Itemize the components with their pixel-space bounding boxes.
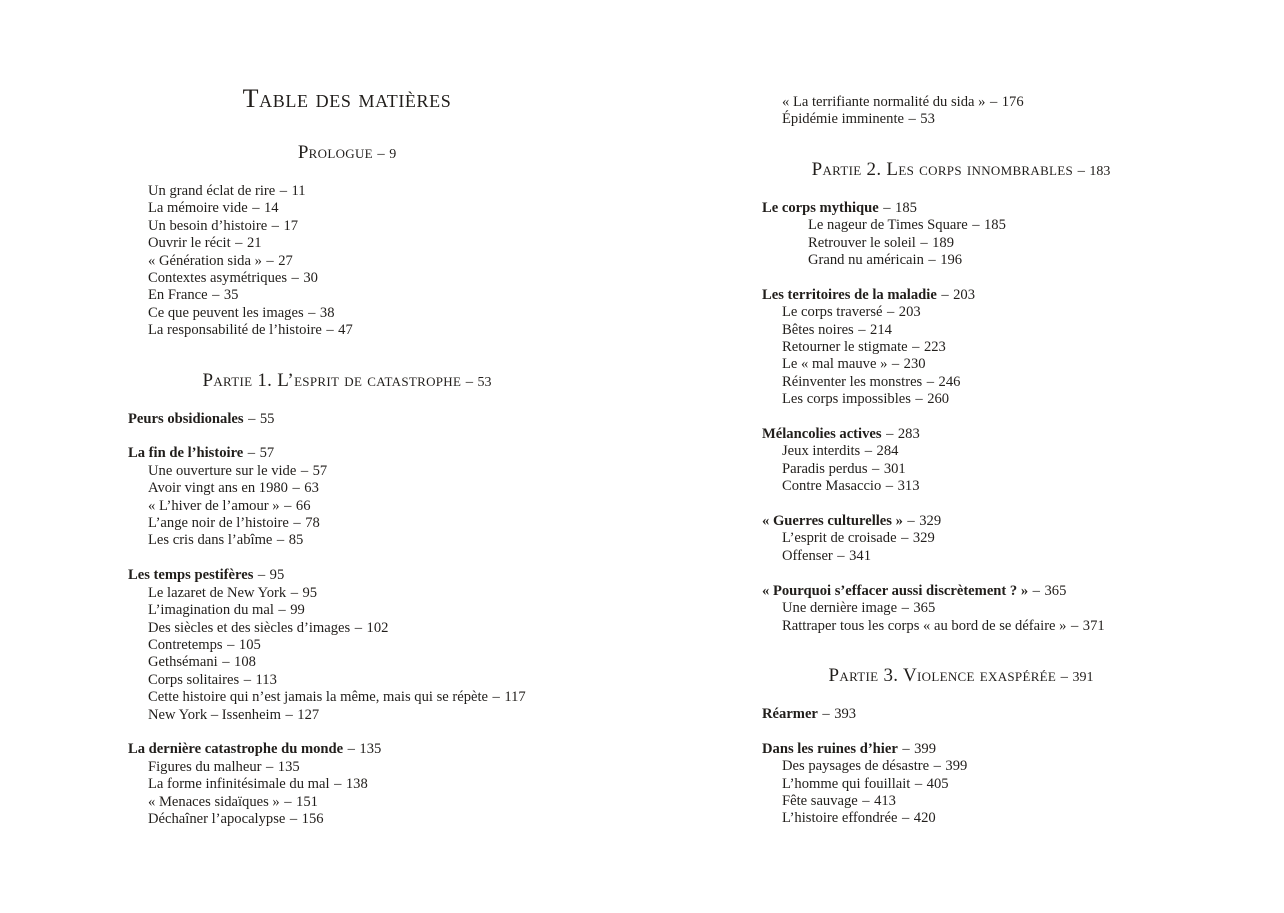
- toc-line-page: 95: [269, 567, 285, 584]
- toc-line-separator: –: [308, 304, 316, 321]
- toc-line-page: 176: [1001, 94, 1024, 110]
- toc-line: [762, 548, 1160, 565]
- toc-line-label: New York – Issenheim: [148, 706, 281, 723]
- toc-line-label: Offenser: [782, 547, 833, 564]
- toc-line-page: 78: [305, 515, 320, 532]
- toc-line-label: Contretemps: [148, 636, 223, 653]
- toc-line: [762, 443, 1160, 460]
- toc-line-page: 66: [295, 497, 311, 514]
- toc-line-separator: –: [347, 741, 355, 758]
- toc-line-separator: –: [291, 270, 299, 287]
- toc-line-label: Rattraper tous les corps « au bord de se défaire »: [782, 617, 1067, 634]
- toc-line-page: 371: [1082, 617, 1105, 634]
- toc-line-separator: –: [285, 706, 293, 723]
- toc-line-label: Corps solitaires: [148, 671, 240, 688]
- toc-line-page: 17: [283, 217, 299, 234]
- toc-line: [128, 445, 566, 462]
- toc-line-separator: –: [862, 792, 870, 809]
- toc-line-page: 185: [895, 199, 917, 216]
- toc-line-page: 341: [849, 547, 871, 564]
- toc-line: [762, 426, 1160, 443]
- toc-line-separator: –: [1060, 668, 1068, 685]
- toc-line: [762, 706, 1160, 723]
- toc-line-page: 365: [913, 600, 936, 617]
- toc-line-label: Le nageur de Times Square: [808, 217, 968, 234]
- toc-line-separator: –: [822, 705, 830, 722]
- toc-line-separator: –: [222, 654, 230, 671]
- toc-line-separator: –: [284, 497, 292, 514]
- toc-line: [128, 480, 566, 497]
- toc-line-separator: –: [252, 200, 260, 217]
- toc-line-label: L’esprit de croisade: [782, 530, 897, 547]
- toc-line-label: Une dernière image: [782, 600, 898, 617]
- toc-line-page: 108: [234, 654, 256, 671]
- toc-line: [762, 776, 1160, 793]
- toc-line-label: Réarmer: [762, 705, 818, 722]
- toc-line-label: Contextes asymétriques: [148, 270, 288, 287]
- toc-line-separator: –: [912, 339, 920, 356]
- toc-line-page: 301: [883, 460, 906, 477]
- toc-line-label: Un grand éclat de rire: [148, 183, 276, 199]
- toc-line-page: 405: [926, 775, 949, 792]
- toc-line-page: 260: [927, 391, 950, 408]
- toc-line-label: En France: [148, 287, 208, 304]
- toc-line-separator: –: [902, 740, 910, 757]
- toc-line-label: Prologue: [297, 142, 373, 163]
- toc-line-page: 329: [912, 530, 935, 547]
- toc-line-page: 47: [338, 322, 353, 339]
- toc-line-page: 135: [277, 758, 300, 775]
- toc-line-label: Fête sauvage: [782, 792, 858, 809]
- toc-line-page: 214: [870, 321, 892, 338]
- toc-line-label: Peurs obsidionales: [128, 410, 244, 427]
- toc-line-separator: –: [243, 671, 252, 688]
- toc-line: [128, 287, 566, 304]
- toc-line-separator: –: [907, 513, 915, 530]
- toc-line: [762, 666, 1160, 688]
- toc-line-label: Retrouver le soleil: [808, 234, 916, 251]
- toc-line-separator: –: [257, 567, 266, 584]
- toc-line-label: « Menaces sidaïques »: [148, 793, 280, 810]
- toc-line-page: 138: [345, 776, 368, 793]
- toc-line-label: Les cris dans l’abîme: [148, 532, 273, 549]
- toc-line-label: Paradis perdus: [782, 460, 868, 477]
- toc-line-separator: –: [972, 217, 980, 234]
- toc-line: [762, 758, 1160, 775]
- toc-line: [128, 759, 566, 776]
- toc-line-label: Les temps pestifères: [128, 567, 254, 584]
- toc-line: [128, 218, 566, 235]
- toc-line-separator: –: [212, 287, 220, 304]
- toc-line: [128, 463, 566, 480]
- toc-line-label: Des siècles et des siècles d’images: [148, 619, 351, 636]
- toc-line-label: Ce que peuvent les images: [148, 304, 304, 321]
- toc-line-page: 27: [278, 252, 293, 269]
- toc-line: [128, 654, 566, 671]
- toc-line-label: La fin de l’histoire: [128, 445, 244, 462]
- toc-line-page: 420: [913, 810, 936, 827]
- toc-line-page: 283: [897, 426, 920, 443]
- toc-line-separator: –: [914, 775, 923, 792]
- toc-line-page: 203: [953, 286, 975, 303]
- toc-line-separator: –: [902, 810, 910, 827]
- toc-line-separator: –: [926, 373, 935, 390]
- toc-line-label: L’histoire effondrée: [782, 810, 898, 827]
- toc-line-label: Jeux interdits: [782, 443, 861, 460]
- toc-line-page: 135: [359, 741, 382, 758]
- toc-line-label: Le « mal mauve »: [782, 356, 888, 373]
- toc-line: [128, 794, 566, 811]
- toc-line-page: 284: [876, 443, 899, 460]
- toc-line-separator: –: [989, 94, 998, 110]
- toc-line: [762, 810, 1160, 827]
- toc-left-column: [128, 86, 566, 828]
- toc-line-label: La responsabilité de l’histoire: [148, 322, 322, 339]
- toc-line: [762, 304, 1160, 321]
- toc-line-separator: –: [279, 183, 288, 199]
- toc-line-page: 183: [1089, 163, 1111, 179]
- toc-line-separator: –: [377, 146, 385, 162]
- toc-line-separator: –: [941, 286, 949, 303]
- toc-line: [762, 374, 1160, 391]
- toc-line-page: 329: [919, 513, 942, 530]
- toc-line: [762, 322, 1160, 339]
- toc-line-label: Les corps impossibles: [782, 391, 911, 408]
- toc-line-page: 63: [304, 480, 319, 497]
- toc-line: [762, 356, 1160, 373]
- toc-line: [762, 252, 1160, 269]
- toc-left-list: [128, 143, 566, 828]
- toc-line-page: 203: [898, 304, 921, 321]
- toc-line-page: 30: [303, 270, 318, 287]
- toc-line: [128, 322, 566, 339]
- toc-line-separator: –: [885, 478, 894, 495]
- toc-line: [128, 776, 566, 793]
- toc-line-label: Un besoin d’histoire: [148, 217, 268, 234]
- toc-line-label: Le lazaret de New York: [148, 584, 287, 601]
- toc-line-label: La forme infinitésimale du mal: [148, 776, 330, 793]
- toc-line: [128, 811, 566, 828]
- toc-line: [128, 515, 566, 532]
- toc-line: [128, 637, 566, 654]
- toc-line-separator: –: [278, 602, 286, 619]
- toc-line-label: Des paysages de désastre: [782, 758, 930, 775]
- toc-line-page: 11: [291, 183, 306, 199]
- toc-line: [762, 741, 1160, 758]
- toc-line-separator: –: [492, 689, 500, 706]
- toc-line-separator: –: [290, 584, 298, 601]
- toc-line: [762, 111, 1160, 128]
- toc-line: [762, 94, 1160, 111]
- toc-line-page: 185: [984, 217, 1006, 234]
- toc-line-page: 14: [263, 200, 279, 217]
- toc-line-separator: –: [266, 758, 274, 775]
- toc-line-label: Déchaîner l’apocalypse: [148, 810, 286, 827]
- toc-line-separator: –: [292, 480, 300, 497]
- page-title: Table des matières: [242, 84, 452, 113]
- toc-line-page: 313: [897, 478, 920, 495]
- toc-line-separator: –: [300, 462, 309, 479]
- toc-line: [128, 411, 566, 428]
- toc-line-page: 9: [389, 147, 397, 162]
- toc-line-label: Mélancolies actives: [762, 426, 882, 443]
- toc-line-separator: –: [908, 111, 916, 128]
- toc-line: [128, 602, 566, 619]
- toc-line: [762, 160, 1160, 182]
- toc-line: [128, 498, 566, 515]
- toc-line: [762, 793, 1160, 810]
- toc-line-label: « Guerres culturelles »: [762, 513, 903, 530]
- toc-line-label: Le corps mythique: [762, 199, 879, 216]
- toc-line-label: Contre Masaccio: [782, 478, 882, 495]
- toc-line-page: 85: [288, 532, 304, 549]
- toc-line-page: 156: [301, 810, 324, 827]
- toc-line-separator: –: [465, 373, 474, 390]
- toc-line: [762, 287, 1160, 304]
- toc-line: [128, 741, 566, 758]
- toc-line-page: 151: [296, 793, 318, 810]
- toc-line: [762, 478, 1160, 495]
- toc-line-label: Ouvrir le récit: [148, 235, 231, 252]
- toc-line: [128, 585, 566, 602]
- toc-line-separator: –: [1070, 617, 1079, 634]
- toc-line-separator: –: [354, 619, 363, 636]
- toc-line-label: Dans les ruines d’hier: [762, 740, 898, 757]
- toc-line: [762, 217, 1160, 234]
- toc-line: [762, 391, 1160, 408]
- toc-line-separator: –: [248, 410, 256, 427]
- toc-line: [128, 620, 566, 637]
- toc-line-label: « Génération sida »: [148, 252, 262, 269]
- toc-line-page: 127: [297, 706, 320, 723]
- toc-line: [128, 200, 566, 217]
- toc-line-separator: –: [227, 636, 235, 653]
- toc-line-page: 365: [1044, 582, 1067, 599]
- toc-line-page: 391: [1072, 669, 1094, 685]
- toc-line-page: 196: [940, 252, 963, 269]
- toc-line: [762, 200, 1160, 217]
- toc-line-separator: –: [886, 426, 894, 443]
- toc-line-page: 102: [366, 619, 389, 636]
- toc-line-separator: –: [284, 793, 292, 810]
- toc-line: [128, 672, 566, 689]
- toc-line-page: 230: [903, 356, 926, 373]
- toc-line: [128, 253, 566, 270]
- toc-line-page: 117: [504, 689, 526, 706]
- toc-line: [762, 513, 1160, 530]
- toc-line: [762, 618, 1160, 635]
- toc-line-separator: –: [901, 600, 909, 617]
- toc-right-column: [762, 94, 1160, 828]
- toc-line-separator: –: [326, 322, 334, 339]
- toc-right-list: [762, 94, 1160, 828]
- toc-line-separator: –: [247, 445, 256, 462]
- toc-line-page: 246: [938, 373, 961, 390]
- toc-line-label: L’imagination du mal: [148, 602, 274, 619]
- toc-line-separator: –: [891, 356, 900, 373]
- toc-line-label: Figures du malheur: [148, 758, 262, 775]
- toc-line: [128, 371, 566, 393]
- toc-line: [128, 143, 566, 165]
- toc-line-page: 53: [477, 374, 492, 390]
- toc-line-page: 21: [246, 235, 262, 252]
- toc-line-label: « Pourquoi s’effacer aussi discrètement ? »: [762, 582, 1029, 599]
- toc-line: [128, 532, 566, 549]
- toc-line-separator: –: [334, 776, 342, 793]
- toc-line-page: 393: [834, 705, 857, 722]
- toc-line: [762, 530, 1160, 547]
- toc-line-label: Gethsémani: [148, 654, 218, 671]
- toc-line-separator: –: [293, 515, 301, 532]
- toc-line-separator: –: [276, 532, 285, 549]
- toc-line-label: Cette histoire qui n’est jamais la même, mais qui se répète: [148, 689, 489, 706]
- toc-line-separator: –: [271, 217, 279, 234]
- toc-line-page: 105: [238, 636, 261, 653]
- toc-line-separator: –: [915, 391, 923, 408]
- toc-line: [128, 707, 566, 724]
- toc-line-separator: –: [886, 304, 895, 321]
- toc-line-label: « La terrifiante normalité du sida »: [782, 94, 986, 110]
- toc-line: [762, 339, 1160, 356]
- toc-line-label: L’ange noir de l’histoire: [148, 515, 289, 532]
- toc-line-page: 57: [312, 462, 328, 479]
- toc-line-page: 55: [259, 410, 275, 427]
- toc-line-label: Partie 1. L’esprit de catastrophe: [202, 369, 462, 391]
- toc-line-separator: –: [872, 460, 880, 477]
- toc-line-label: Bêtes noires: [782, 321, 854, 338]
- toc-line-label: Partie 3. Violence exaspérée: [828, 664, 1057, 686]
- toc-line: [128, 235, 566, 252]
- toc-line-separator: –: [1032, 582, 1040, 599]
- toc-line-label: Une ouverture sur le vide: [148, 462, 297, 479]
- toc-line-label: Grand nu américain: [808, 252, 924, 269]
- toc-line-separator: –: [837, 547, 845, 564]
- toc-line-label: Les territoires de la maladie: [762, 286, 937, 303]
- toc-line-page: 399: [945, 758, 968, 775]
- toc-line-separator: –: [933, 758, 941, 775]
- toc-line-page: 113: [255, 671, 277, 688]
- toc-line: [128, 270, 566, 287]
- toc-line-page: 38: [319, 304, 335, 321]
- toc-line-page: 99: [290, 602, 305, 619]
- toc-line-separator: –: [920, 234, 928, 251]
- toc-line-separator: –: [266, 252, 274, 269]
- toc-line-page: 189: [932, 234, 954, 251]
- toc-line-label: La mémoire vide: [148, 200, 248, 217]
- toc-line-label: Retourner le stigmate: [782, 339, 908, 356]
- toc-line-label: Avoir vingt ans en 1980: [148, 480, 288, 497]
- toc-line-page: 35: [223, 287, 239, 304]
- toc-line-page: 53: [920, 111, 935, 128]
- toc-line-label: « L’hiver de l’amour »: [148, 497, 280, 514]
- toc-line-page: 399: [914, 740, 936, 757]
- toc-line-label: Le corps traversé: [782, 304, 883, 321]
- toc-line-label: La dernière catastrophe du monde: [128, 741, 344, 758]
- toc-line: [128, 689, 566, 706]
- toc-line: [128, 567, 566, 584]
- toc-line-separator: –: [928, 252, 936, 269]
- toc-line: [762, 600, 1160, 617]
- toc-line: [762, 235, 1160, 252]
- toc-line-page: 95: [302, 584, 318, 601]
- toc-line-label: Épidémie imminente: [782, 111, 904, 128]
- toc-line-label: Partie 2. Les corps innombrables: [811, 158, 1074, 180]
- toc-line-separator: –: [858, 321, 866, 338]
- toc-line-label: Réinventer les monstres: [782, 373, 923, 390]
- toc-line-separator: –: [901, 530, 909, 547]
- toc-line: [128, 183, 566, 200]
- toc-line-label: L’homme qui fouillait: [782, 775, 911, 792]
- toc-line-separator: –: [864, 443, 873, 460]
- toc-line-page: 223: [923, 339, 946, 356]
- toc-line: [762, 461, 1160, 478]
- toc-line-page: 413: [874, 792, 896, 809]
- toc-line-page: 57: [259, 445, 275, 462]
- toc-line: [762, 583, 1160, 600]
- toc-line: [128, 305, 566, 322]
- toc-line-separator: –: [883, 199, 891, 216]
- toc-line-separator: –: [1077, 162, 1085, 179]
- toc-line-separator: –: [235, 235, 243, 252]
- toc-line-separator: –: [289, 810, 298, 827]
